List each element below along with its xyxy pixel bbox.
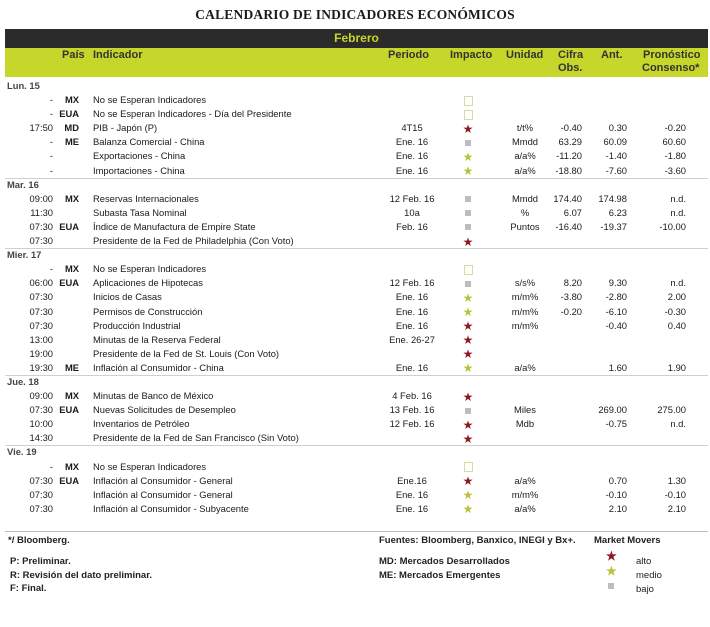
table-row: [5, 234, 708, 248]
impact-alto-star-icon: ★: [462, 333, 474, 348]
time-cell: 09:00: [29, 390, 53, 402]
legend-bajo-square-icon: [608, 583, 614, 589]
country-cell: EUA: [59, 220, 79, 232]
impact-cell: [457, 220, 479, 234]
previous-cell: -1.40: [605, 150, 627, 162]
observed-cell: -3.80: [560, 291, 582, 303]
table-row: [5, 164, 708, 178]
impact-alto-star-icon: ★: [462, 417, 474, 432]
unit-cell: %: [520, 206, 530, 218]
forecast-cell: -3.60: [664, 164, 686, 176]
table-row: [5, 403, 708, 417]
time-cell: 07:30: [29, 488, 53, 500]
impact-vacio-empty-box-icon: [464, 462, 473, 472]
forecast-cell: -0.30: [664, 305, 686, 317]
previous-cell: -0.10: [605, 488, 627, 500]
impact-cell: [457, 305, 479, 319]
header-ant: Ant.: [601, 49, 623, 61]
impact-alto-star-icon: ★: [462, 474, 474, 489]
header-pais: País: [62, 49, 85, 61]
indicator-cell: PIB - Japón (P): [93, 122, 158, 134]
indicator-cell: Inflación al Consumidor - General: [93, 474, 233, 486]
table-row: [5, 192, 708, 206]
period-cell: Ene. 26-27: [389, 333, 435, 345]
table-row: [5, 361, 708, 375]
forecast-cell: 1.30: [667, 474, 686, 486]
impact-cell: [457, 121, 479, 135]
country-cell: MX: [64, 94, 79, 106]
time-cell: -: [49, 108, 53, 120]
impact-cell: [457, 135, 479, 149]
country-cell: ME: [64, 136, 79, 148]
month-label: Febrero: [334, 31, 379, 45]
time-cell: -: [49, 164, 53, 176]
time-cell: 19:30: [29, 361, 53, 373]
table-row: [5, 502, 708, 516]
time-cell: 07:30: [29, 502, 53, 514]
country-cell: EUA: [59, 108, 79, 120]
impact-cell: [457, 474, 479, 488]
time-cell: 07:30: [29, 404, 53, 416]
impact-cell: [457, 149, 479, 163]
impact-bajo-square-icon: [465, 196, 471, 202]
header-periodo: Periodo: [388, 49, 429, 61]
unit-cell: Mmdd: [511, 136, 539, 148]
impact-cell: [457, 403, 479, 417]
sources-note: Fuentes: Bloomberg, Banxico, INEGI y Bx+.: [379, 535, 576, 546]
time-cell: 10:00: [29, 418, 53, 430]
impact-vacio-empty-box-icon: [464, 110, 473, 120]
header-cifra-obs: Obs.: [558, 62, 583, 74]
header-unidad: Unidad: [506, 49, 544, 61]
period-cell: Ene.16: [397, 474, 427, 486]
time-cell: 13:00: [29, 333, 53, 345]
country-cell: ME: [64, 361, 79, 373]
impact-alto-star-icon: ★: [462, 234, 474, 249]
previous-cell: 2.10: [608, 502, 627, 514]
unit-cell: m/m%: [511, 319, 539, 331]
page-title: CALENDARIO DE INDICADORES ECONÓMICOS: [195, 7, 515, 22]
impact-cell: [457, 319, 479, 333]
previous-cell: 6.23: [608, 206, 627, 218]
country-cell: EUA: [59, 404, 79, 416]
country-cell: MX: [64, 390, 79, 402]
period-cell: 12 Feb. 16: [389, 192, 435, 204]
time-cell: 19:00: [29, 347, 53, 359]
impact-medio-star-icon: ★: [462, 488, 474, 503]
unit-cell: s/s%: [514, 277, 536, 289]
impact-bajo-square-icon: [465, 281, 471, 287]
impact-alto-star-icon: ★: [462, 347, 474, 362]
impact-cell: [457, 347, 479, 361]
period-cell: Feb. 16: [396, 220, 428, 232]
forecast-cell: -1.80: [664, 150, 686, 162]
forecast-cell: -0.10: [664, 488, 686, 500]
bloomberg-note: */ Bloomberg.: [8, 535, 70, 546]
me-note: ME: Mercados Emergentes: [379, 570, 501, 581]
observed-cell: 174.40: [553, 192, 582, 204]
table-row: [5, 488, 708, 502]
day-header-row: [5, 178, 708, 192]
impact-vacio-empty-box-icon: [464, 96, 473, 106]
table-row: [5, 93, 708, 107]
forecast-cell: 2.00: [667, 291, 686, 303]
day-label: Mar. 16: [7, 178, 39, 190]
unit-cell: a/a%: [514, 361, 536, 373]
period-cell: Ene. 16: [395, 361, 429, 373]
period-cell: Ene. 16: [395, 305, 429, 317]
unit-cell: Mdb: [515, 418, 535, 430]
impact-cell: [457, 361, 479, 375]
day-divider: [5, 178, 708, 179]
impact-alto-star-icon: ★: [462, 431, 474, 446]
period-cell: Ene. 16: [395, 502, 429, 514]
day-divider: [5, 375, 708, 376]
impact-cell: [457, 93, 479, 107]
impact-cell: [457, 107, 479, 121]
preliminar-note: P: Preliminar.: [10, 556, 71, 567]
time-cell: 07:30: [29, 291, 53, 303]
unit-cell: a/a%: [514, 164, 536, 176]
unit-cell: m/m%: [511, 305, 539, 317]
indicator-cell: Inventarios de Petróleo: [93, 418, 190, 430]
forecast-cell: n.d.: [670, 206, 686, 218]
time-cell: 09:00: [29, 192, 53, 204]
impact-medio-star-icon: ★: [462, 502, 474, 517]
table-row: [5, 262, 708, 276]
indicator-cell: Presidente de la Fed de St. Louis (Con Voto): [93, 347, 280, 359]
time-cell: 07:30: [29, 235, 53, 247]
impact-bajo-square-icon: [465, 408, 471, 414]
indicator-cell: Subasta Tasa Nominal: [93, 206, 187, 218]
unit-cell: m/m%: [511, 488, 539, 500]
legend-alto-star-icon: ★: [606, 549, 617, 563]
table-row: [5, 431, 708, 445]
impact-cell: [457, 192, 479, 206]
legend-medio-label: medio: [636, 570, 662, 581]
unit-cell: m/m%: [511, 291, 539, 303]
table-header: [5, 48, 708, 77]
indicator-cell: Permisos de Construcción: [93, 305, 203, 317]
indicator-cell: Presidente de la Fed de San Francisco (Sin Voto): [93, 432, 299, 444]
time-cell: -: [49, 460, 53, 472]
day-label: Lun. 15: [7, 80, 40, 91]
impact-cell: [457, 276, 479, 290]
period-cell: Ene. 16: [395, 291, 429, 303]
indicator-cell: Balanza Comercial - China: [93, 136, 205, 148]
table-row: [5, 389, 708, 403]
impact-bajo-square-icon: [465, 224, 471, 230]
day-divider: [5, 248, 708, 249]
indicator-cell: No se Esperan Indicadores - Día del Presidente: [93, 108, 292, 120]
final-note: F: Final.: [10, 583, 47, 594]
indicator-cell: Minutas de la Reserva Federal: [93, 333, 221, 345]
period-cell: 10a: [404, 206, 420, 218]
impact-alto-star-icon: ★: [462, 389, 474, 404]
table-row: [5, 460, 708, 474]
indicator-cell: Índice de Manufactura de Empire State: [93, 220, 256, 232]
time-cell: -: [49, 94, 53, 106]
legend-medio-star-icon: ★: [606, 564, 617, 578]
table-row: [5, 121, 708, 135]
previous-cell: -2.80: [605, 291, 627, 303]
indicator-cell: No se Esperan Indicadores: [93, 263, 207, 275]
legend-alto-label: alto: [636, 556, 652, 567]
impact-cell: [457, 417, 479, 431]
impact-alto-star-icon: ★: [462, 319, 474, 334]
previous-cell: -19.37: [600, 220, 627, 232]
impact-medio-star-icon: ★: [462, 361, 474, 376]
impact-cell: [457, 333, 479, 347]
unit-cell: Miles: [514, 404, 536, 416]
impact-medio-star-icon: ★: [462, 305, 474, 320]
revision-note: R: Revisión del dato preliminar.: [10, 570, 153, 581]
forecast-cell: n.d.: [670, 277, 686, 289]
indicator-cell: Nuevas Solicitudes de Desempleo: [93, 404, 236, 416]
time-cell: 07:30: [29, 220, 53, 232]
forecast-cell: -10.00: [659, 220, 686, 232]
table-row: [5, 417, 708, 431]
header-cifra: Cifra: [558, 49, 584, 61]
previous-cell: 9.30: [608, 277, 627, 289]
impact-vacio-empty-box-icon: [464, 265, 473, 275]
table-row: [5, 319, 708, 333]
day-header-row: [5, 79, 708, 93]
time-cell: -: [49, 263, 53, 275]
observed-cell: -0.40: [560, 122, 582, 134]
table-row: [5, 305, 708, 319]
previous-cell: -7.60: [605, 164, 627, 176]
country-cell: EUA: [59, 277, 79, 289]
unit-cell: a/a%: [514, 150, 536, 162]
market-movers-label: Market Movers: [594, 535, 661, 546]
country-cell: MX: [64, 460, 79, 472]
time-cell: 11:30: [30, 206, 53, 218]
table-row: [5, 135, 708, 149]
time-cell: -: [49, 150, 53, 162]
indicator-cell: Inflación al Consumidor - Subyacente: [93, 502, 249, 514]
table-row: [5, 206, 708, 220]
previous-cell: -0.75: [605, 418, 627, 430]
indicator-table: [5, 79, 708, 516]
unit-cell: a/a%: [514, 502, 536, 514]
time-cell: 14:30: [29, 432, 53, 444]
indicator-cell: Exportaciones - China: [93, 150, 186, 162]
country-cell: MD: [64, 122, 79, 134]
forecast-cell: 275.00: [657, 404, 686, 416]
previous-cell: 0.30: [608, 122, 627, 134]
table-row: [5, 333, 708, 347]
header-indicador: Indicador: [93, 49, 143, 61]
indicator-cell: Inicios de Casas: [93, 291, 162, 303]
time-cell: -: [49, 136, 53, 148]
md-note: MD: Mercados Desarrollados: [379, 556, 510, 567]
observed-cell: -11.20: [556, 150, 582, 162]
indicator-cell: Aplicaciones de Hipotecas: [93, 277, 203, 289]
forecast-cell: 0.40: [667, 319, 686, 331]
table-row: [5, 347, 708, 361]
impact-cell: [457, 290, 479, 304]
day-label: Mier. 17: [7, 249, 42, 261]
impact-cell: [457, 164, 479, 178]
header-pronostico: Pronóstico: [643, 49, 701, 61]
previous-cell: 60.09: [603, 136, 627, 148]
impact-cell: [457, 488, 479, 502]
impact-cell: [457, 502, 479, 516]
forecast-cell: 1.90: [667, 361, 686, 373]
day-label: Vie. 19: [7, 446, 37, 458]
previous-cell: 174.98: [598, 192, 627, 204]
country-cell: MX: [64, 192, 79, 204]
period-cell: 12 Feb. 16: [389, 418, 435, 430]
table-row: [5, 290, 708, 304]
indicator-cell: Minutas de Banco de México: [93, 390, 214, 402]
table-bottom-divider: [5, 531, 708, 532]
observed-cell: 63.29: [558, 136, 582, 148]
indicator-cell: Producción Industrial: [93, 319, 181, 331]
time-cell: 06:00: [29, 277, 53, 289]
observed-cell: 6.07: [563, 206, 582, 218]
previous-cell: -6.10: [605, 305, 627, 317]
unit-cell: Mmdd: [511, 192, 539, 204]
impact-alto-star-icon: ★: [462, 121, 474, 136]
observed-cell: -0.20: [560, 305, 582, 317]
impact-medio-star-icon: ★: [462, 164, 474, 179]
period-cell: Ene. 16: [395, 136, 429, 148]
period-cell: 4T15: [401, 122, 423, 134]
country-cell: MX: [64, 263, 79, 275]
indicator-cell: No se Esperan Indicadores: [93, 94, 207, 106]
indicator-cell: Importaciones - China: [93, 164, 185, 176]
table-row: [5, 276, 708, 290]
day-divider: [5, 445, 708, 446]
observed-cell: -16.40: [555, 220, 582, 232]
day-header-row: [5, 445, 708, 459]
previous-cell: 0.70: [608, 474, 627, 486]
period-cell: 12 Feb. 16: [389, 277, 435, 289]
month-bar: [5, 29, 708, 48]
impact-bajo-square-icon: [465, 210, 471, 216]
indicator-cell: Inflación al Consumidor - General: [93, 488, 233, 500]
time-cell: 07:30: [29, 319, 53, 331]
indicator-cell: Inflación al Consumidor - China: [93, 361, 224, 373]
country-cell: EUA: [59, 474, 79, 486]
impact-medio-star-icon: ★: [462, 149, 474, 164]
period-cell: 4 Feb. 16: [392, 390, 432, 402]
forecast-cell: -0.20: [664, 122, 686, 134]
header-consenso: Consenso*: [642, 62, 700, 74]
time-cell: 17:50: [29, 122, 53, 134]
previous-cell: 269.00: [598, 404, 627, 416]
forecast-cell: n.d.: [670, 192, 686, 204]
table-row: [5, 220, 708, 234]
impact-cell: [457, 262, 479, 276]
period-cell: Ene. 16: [395, 488, 429, 500]
unit-cell: a/a%: [514, 474, 536, 486]
indicator-cell: No se Esperan Indicadores: [93, 460, 207, 472]
legend-bajo-label: bajo: [636, 584, 654, 595]
impact-cell: [457, 431, 479, 445]
period-cell: Ene. 16: [395, 319, 429, 331]
previous-cell: 1.60: [608, 361, 627, 373]
header-impacto: Impacto: [450, 49, 493, 61]
forecast-cell: 2.10: [667, 502, 686, 514]
observed-cell: -18.80: [555, 164, 582, 176]
indicator-cell: Presidente de la Fed de Philadelphia (Con Voto): [93, 235, 294, 247]
table-row: [5, 107, 708, 121]
indicator-cell: Reservas Internacionales: [93, 192, 199, 204]
period-cell: Ene. 16: [395, 150, 429, 162]
forecast-cell: 60.60: [662, 136, 686, 148]
period-cell: Ene. 16: [395, 164, 429, 176]
time-cell: 07:30: [29, 305, 53, 317]
time-cell: 07:30: [29, 474, 53, 486]
observed-cell: 8.20: [563, 277, 582, 289]
table-row: [5, 149, 708, 163]
impact-cell: [457, 460, 479, 474]
day-header-row: [5, 375, 708, 389]
impact-cell: [457, 206, 479, 220]
impact-cell: [457, 389, 479, 403]
day-header-row: [5, 248, 708, 262]
impact-cell: [457, 234, 479, 248]
impact-medio-star-icon: ★: [462, 290, 474, 305]
table-row: [5, 474, 708, 488]
unit-cell: t/t%: [516, 122, 534, 134]
previous-cell: -0.40: [605, 319, 627, 331]
impact-bajo-square-icon: [465, 140, 471, 146]
unit-cell: Puntos: [510, 220, 540, 232]
forecast-cell: n.d.: [670, 418, 686, 430]
day-label: Jue. 18: [7, 375, 39, 387]
period-cell: 13 Feb. 16: [389, 404, 435, 416]
